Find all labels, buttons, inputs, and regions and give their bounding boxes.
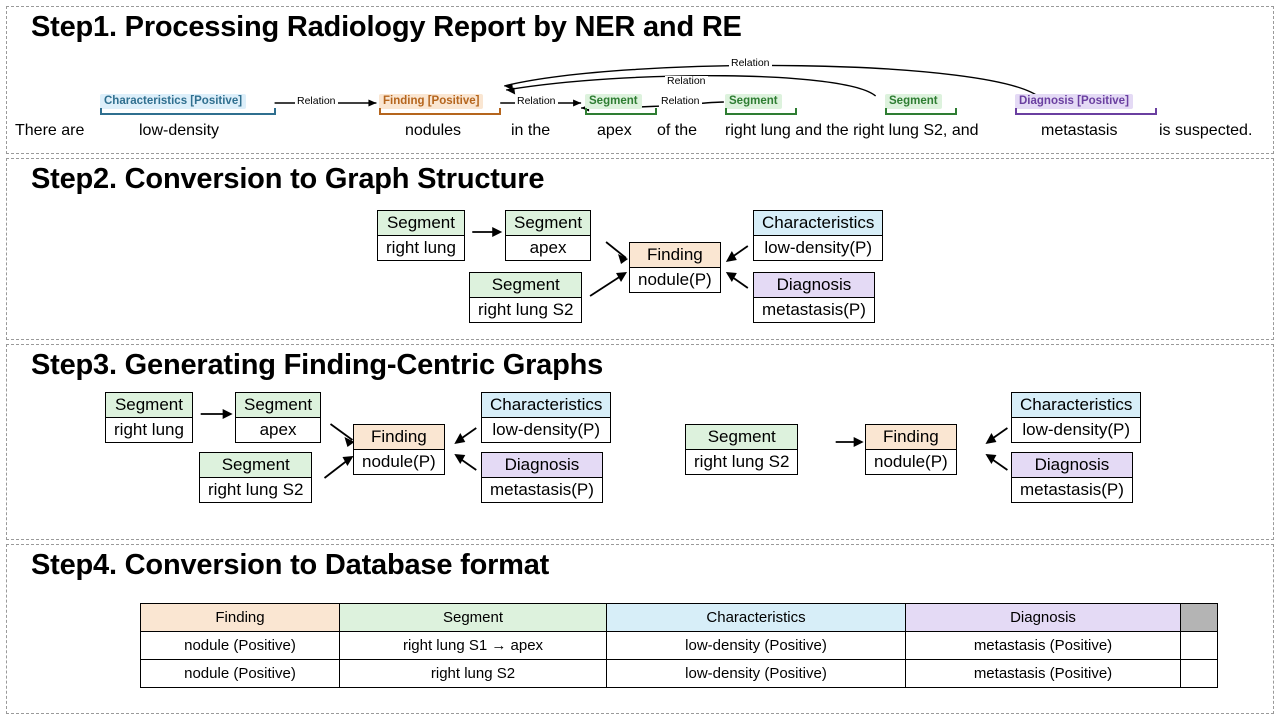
node-body: right lung S2 bbox=[200, 478, 311, 502]
node-body: low-density(P) bbox=[1012, 418, 1140, 442]
step3-panel bbox=[6, 344, 1274, 540]
node-segment-apex bbox=[505, 210, 591, 261]
node-head: Characteristics bbox=[482, 393, 610, 418]
cell-characteristics: low-density (Positive) bbox=[607, 660, 906, 688]
entity-tag-characteristics: Characteristics [Positive] bbox=[100, 94, 246, 109]
node-head: Diagnosis bbox=[1012, 453, 1132, 478]
node-body: apex bbox=[506, 236, 590, 260]
token-apex: apex bbox=[597, 122, 632, 139]
node-head: Finding bbox=[354, 425, 444, 450]
step4-panel bbox=[6, 544, 1274, 714]
node-diagnosis bbox=[753, 272, 875, 323]
step1-title: Step1. Processing Radiology Report by NER and RE bbox=[31, 11, 742, 43]
node-body: metastasis(P) bbox=[482, 478, 602, 502]
node-g1-diagnosis bbox=[481, 452, 603, 503]
node-body: metastasis(P) bbox=[754, 298, 874, 322]
node-body: nodule(P) bbox=[354, 450, 444, 474]
table-header-row bbox=[141, 604, 1218, 632]
node-g2-finding bbox=[865, 424, 957, 475]
step1-sentence bbox=[7, 50, 1273, 142]
token-of-the: of the bbox=[657, 122, 698, 139]
step1-panel bbox=[6, 6, 1274, 154]
column-header-characteristics: Characteristics bbox=[607, 604, 906, 632]
node-body: right lung bbox=[106, 418, 192, 442]
node-g1-segment-right-lung-s2 bbox=[199, 452, 312, 503]
node-g1-segment-right-lung bbox=[105, 392, 193, 443]
token-metastasis: metastasis bbox=[1041, 122, 1118, 139]
column-header-extra bbox=[1181, 604, 1218, 632]
node-segment-right-lung-s2 bbox=[469, 272, 582, 323]
node-body: right lung bbox=[378, 236, 464, 260]
node-body: low-density(P) bbox=[482, 418, 610, 442]
node-characteristics bbox=[753, 210, 883, 261]
column-header-finding: Finding bbox=[141, 604, 340, 632]
relation-label-2: Relation bbox=[517, 95, 556, 107]
entity-bracket-segment-apex bbox=[585, 108, 657, 115]
entity-bracket-segment-rightlung bbox=[725, 108, 797, 115]
node-g2-diagnosis bbox=[1011, 452, 1133, 503]
cell-characteristics: low-density (Positive) bbox=[607, 632, 906, 660]
entity-bracket-segment-rightlungs2 bbox=[885, 108, 957, 115]
node-segment-right-lung bbox=[377, 210, 465, 261]
node-head: Diagnosis bbox=[482, 453, 602, 478]
node-g2-segment-right-lung-s2 bbox=[685, 424, 798, 475]
token-nodules: nodules bbox=[405, 122, 462, 139]
node-g2-characteristics bbox=[1011, 392, 1141, 443]
node-g1-finding bbox=[353, 424, 445, 475]
token-low-density: low-density bbox=[139, 122, 220, 139]
entity-tag-segment-rightlung: Segment bbox=[725, 94, 782, 109]
step2-panel bbox=[6, 158, 1274, 340]
cell-extra bbox=[1181, 660, 1218, 688]
entity-tag-diagnosis: Diagnosis [Positive] bbox=[1015, 94, 1133, 109]
cell-segment: right lung S1 → apex bbox=[340, 632, 607, 660]
step2-title: Step2. Conversion to Graph Structure bbox=[31, 163, 545, 195]
token-there-are: There are bbox=[15, 122, 85, 139]
entity-bracket-diagnosis bbox=[1015, 108, 1157, 115]
token-in-the: in the bbox=[511, 122, 551, 139]
database-table bbox=[140, 603, 1218, 688]
node-body: right lung S2 bbox=[470, 298, 581, 322]
token-right-lung-seq: right lung and the right lung S2, and bbox=[725, 122, 979, 139]
entity-bracket-finding bbox=[379, 108, 501, 115]
node-head: Segment bbox=[470, 273, 581, 298]
step4-title: Step4. Conversion to Database format bbox=[31, 549, 550, 581]
node-body: low-density(P) bbox=[754, 236, 882, 260]
node-finding bbox=[629, 242, 721, 293]
entity-bracket-characteristics bbox=[100, 108, 276, 115]
node-body: apex bbox=[236, 418, 320, 442]
column-header-segment: Segment bbox=[340, 604, 607, 632]
node-head: Segment bbox=[200, 453, 311, 478]
node-body: right lung S2 bbox=[686, 450, 797, 474]
relation-label-5: Relation bbox=[731, 57, 770, 69]
step3-title: Step3. Generating Finding-Centric Graphs bbox=[31, 349, 604, 381]
node-head: Characteristics bbox=[1012, 393, 1140, 418]
table-row bbox=[141, 660, 1218, 688]
entity-tag-finding: Finding [Positive] bbox=[379, 94, 483, 109]
node-body: nodule(P) bbox=[866, 450, 956, 474]
cell-finding: nodule (Positive) bbox=[141, 660, 340, 688]
node-head: Finding bbox=[630, 243, 720, 268]
step3-graphs bbox=[7, 382, 1273, 524]
node-head: Segment bbox=[106, 393, 192, 418]
relation-label-3: Relation bbox=[661, 95, 700, 107]
node-body: metastasis(P) bbox=[1012, 478, 1132, 502]
cell-finding: nodule (Positive) bbox=[141, 632, 340, 660]
cell-diagnosis: metastasis (Positive) bbox=[906, 660, 1181, 688]
entity-tag-segment-rightlungs2: Segment bbox=[885, 94, 942, 109]
cell-diagnosis: metastasis (Positive) bbox=[906, 632, 1181, 660]
node-head: Segment bbox=[236, 393, 320, 418]
token-is-suspected: is suspected. bbox=[1159, 122, 1253, 139]
node-head: Diagnosis bbox=[754, 273, 874, 298]
node-head: Segment bbox=[378, 211, 464, 236]
table-row bbox=[141, 632, 1218, 660]
step2-graph bbox=[7, 196, 1273, 326]
cell-segment: right lung S2 bbox=[340, 660, 607, 688]
relation-label-4: Relation bbox=[667, 75, 706, 87]
cell-extra bbox=[1181, 632, 1218, 660]
node-head: Finding bbox=[866, 425, 956, 450]
node-head: Segment bbox=[506, 211, 590, 236]
node-head: Segment bbox=[686, 425, 797, 450]
column-header-diagnosis: Diagnosis bbox=[906, 604, 1181, 632]
node-g1-characteristics bbox=[481, 392, 611, 443]
relation-label-1: Relation bbox=[297, 95, 336, 107]
node-head: Characteristics bbox=[754, 211, 882, 236]
node-body: nodule(P) bbox=[630, 268, 720, 292]
node-g1-segment-apex bbox=[235, 392, 321, 443]
entity-tag-segment-apex: Segment bbox=[585, 94, 642, 109]
